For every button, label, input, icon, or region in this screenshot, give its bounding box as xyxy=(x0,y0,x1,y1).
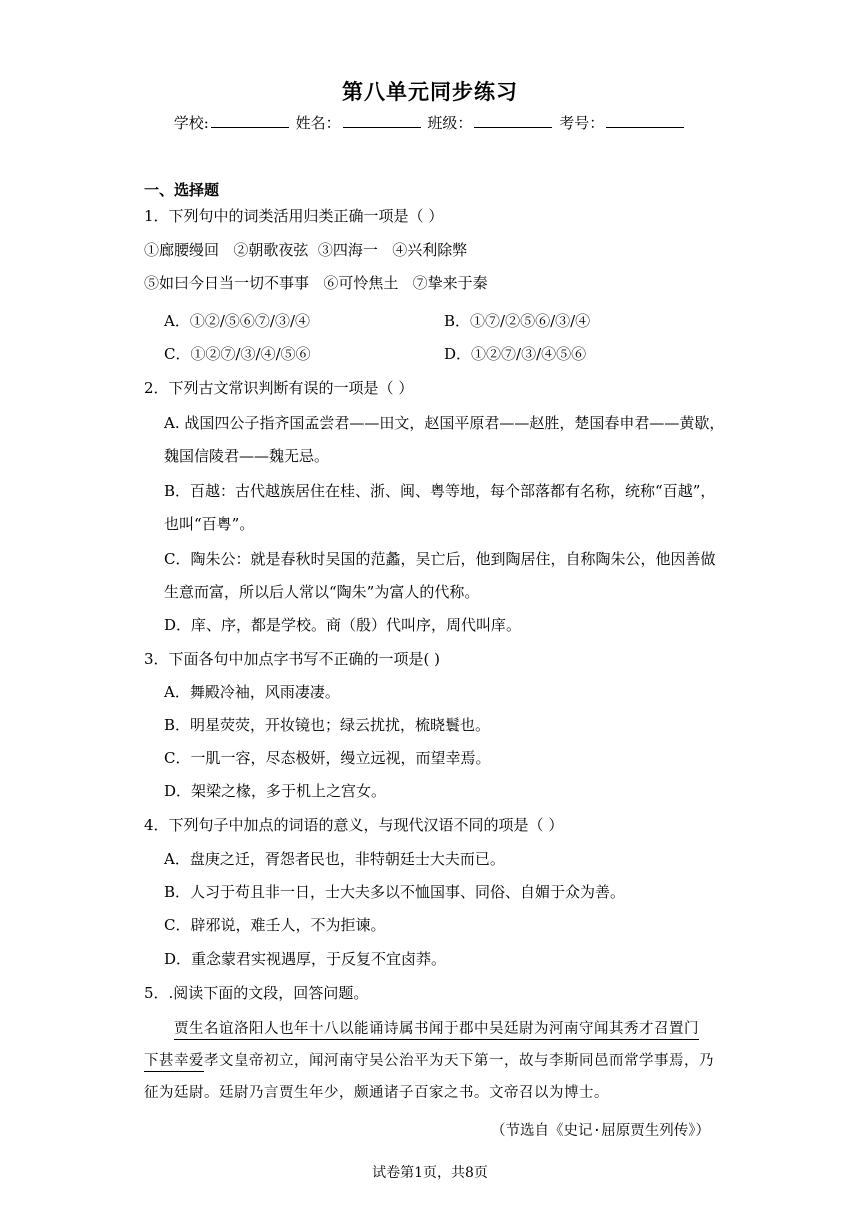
question-1-items-line1 xyxy=(144,240,467,260)
question-2-stem: 2．下列古文常识判断有误的一项是（ ） xyxy=(144,379,414,397)
q3-option-d[interactable]: D．架梁之椽，多于机上之宫女。 xyxy=(164,782,387,800)
q2-option-b-line1[interactable]: B．百越：古代越族居住在桂、浙、闽、粤等地，每个部落都有名称，统称“百越”， xyxy=(164,482,716,500)
q2-option-c-line2: 生意而富，所以后人常以“陶朱”为富人的代称。 xyxy=(164,583,480,601)
q1-option-a[interactable]: A．①②/⑤⑥⑦/③/④ xyxy=(164,312,310,330)
question-4-stem: 4．下列句子中加点的词语的意义，与现代汉语不同的项是（ ） xyxy=(144,816,564,834)
passage-rest-2: 孝文皇帝初立，闻河南守吴公治平为天下第一，故与李斯同邑而常学事焉，乃 xyxy=(204,1053,714,1069)
passage-source: （节选自《史记·屈原贾生列传》） xyxy=(491,1123,710,1139)
question-1-items-line2 xyxy=(144,273,488,293)
passage-line-1 xyxy=(174,1019,699,1039)
passage-underlined-2: 下甚幸爱 xyxy=(144,1053,204,1072)
q1-item-6: ⑥可怜焦土 xyxy=(323,274,399,292)
question-5-stem: 5．.阅读下面的文段，回答问题。 xyxy=(144,984,369,1002)
passage-underlined-1: 贾生名谊洛阳人也年十八以能诵诗属书闻于郡中吴廷尉为河南守闻其秀才召置门 xyxy=(174,1021,699,1040)
school-label: 学校: xyxy=(173,114,209,132)
exam-no-label: 考号： xyxy=(559,114,605,132)
name-label: 姓名： xyxy=(295,114,341,132)
q1-item-2: ②朝歌夜弦 xyxy=(233,241,309,259)
q3-option-a[interactable]: A．舞殿冷袖，风雨凄凄。 xyxy=(164,683,340,701)
class-blank[interactable] xyxy=(474,113,552,128)
class-label: 班级： xyxy=(427,114,473,132)
q4-option-d[interactable]: D．重念蒙君实视遇厚，于反复不宜卤莽。 xyxy=(164,950,447,968)
q1-option-d[interactable]: D．①②⑦/③/④⑤⑥ xyxy=(444,345,587,363)
name-blank[interactable] xyxy=(343,113,421,128)
q1-option-b[interactable]: B．①⑦/②⑤⑥/③/④ xyxy=(444,312,591,330)
q2-option-c-line1[interactable]: C．陶朱公：就是春秋时吴国的范蠡，吴亡后，他到陶居住，自称陶朱公，他因善做 xyxy=(164,550,716,568)
passage-line-2 xyxy=(144,1051,714,1071)
q2-option-a-line2: 魏国信陵君——魏无忌。 xyxy=(164,447,330,465)
q1-item-7: ⑦挚来于秦 xyxy=(412,274,488,292)
q2-option-d[interactable]: D．庠、序，都是学校。商（殷）代叫序，周代叫庠。 xyxy=(164,616,522,634)
question-3-stem: 3．下面各句中加点字书写不正确的一项是( ) xyxy=(144,650,441,668)
page-footer: 试卷第1页，共8页 xyxy=(372,1165,488,1181)
q1-option-c[interactable]: C．①②⑦/③/④/⑤⑥ xyxy=(164,345,311,363)
passage-line-3: 征为廷尉。廷尉乃言贾生年少，颇通诸子百家之书。文帝召以为博士。 xyxy=(144,1085,609,1101)
q3-option-b[interactable]: B．明星荧荧，开妆镜也；绿云扰扰，梳晓鬟也。 xyxy=(164,716,491,734)
q2-option-a-line1[interactable]: A. 战国四公子指齐国孟尝君——田文，赵国平原君——赵胜，楚国春申君——黄歇， xyxy=(164,414,725,432)
q4-option-c[interactable]: C．辟邪说，难壬人，不为拒谏。 xyxy=(164,916,386,934)
q4-option-a[interactable]: A．盘庚之迁，胥怨者民也，非特朝廷士大夫而已。 xyxy=(164,850,505,868)
q3-option-c[interactable]: C．一肌一容，尽态极妍，缦立远视，而望幸焉。 xyxy=(164,749,491,767)
exam-no-blank[interactable] xyxy=(606,113,684,128)
school-blank[interactable] xyxy=(211,113,289,128)
q1-item-5: ⑤如曰今日当一切不事事 xyxy=(144,274,310,292)
question-1-stem: 1．下列句中的词类活用归类正确一项是（ ） xyxy=(144,207,444,225)
page-title: 第八单元同步练习 xyxy=(342,79,518,104)
q2-option-b-line2: 也叫“百粤”。 xyxy=(164,515,255,533)
student-info-line xyxy=(0,112,860,133)
q1-item-1: ①廊腰缦回 xyxy=(144,241,220,259)
q1-item-4: ④兴利除弊 xyxy=(392,241,468,259)
q4-option-b[interactable]: B．人习于苟且非一日，士大夫多以不恤国事、同俗、自媚于众为善。 xyxy=(164,883,626,901)
section-heading: 一、选择题 xyxy=(144,181,220,199)
q1-item-3: ③四海一 xyxy=(317,241,378,259)
